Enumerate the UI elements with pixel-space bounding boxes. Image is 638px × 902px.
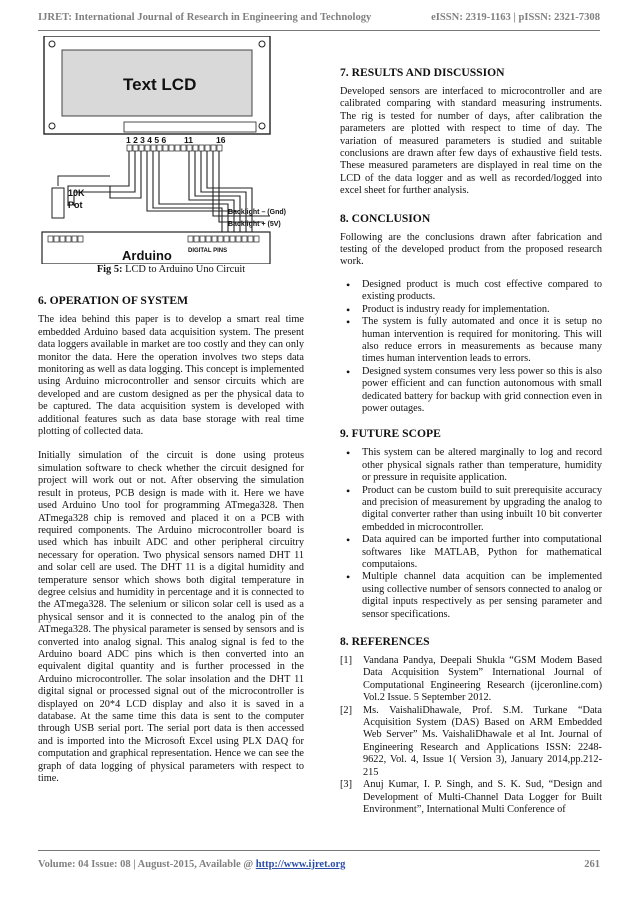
reference-item [340, 705, 602, 779]
right-column [340, 36, 602, 816]
footer-volume [38, 859, 345, 870]
circuit-diagram [38, 36, 304, 264]
section8-para: Following are the conclusions drawn after fabrication and testing of the developed product from the proposed research work. [340, 231, 602, 268]
digital-pins-label: DIGITAL PINS [188, 248, 228, 254]
backlight-gnd-label: Backlight – (Gnd) [228, 209, 286, 216]
list-item: • Data aquired can be imported further into computational softwares like MATLAB, Python for mathematical computaions. [340, 534, 602, 571]
page-header [38, 6, 600, 28]
footer-rule [38, 850, 600, 851]
reference-item [340, 655, 602, 705]
page-number: 261 [584, 858, 600, 870]
section6-para2: Initially simulation of the circuit is done using proteus simulation software to check whether the circuit designed for project will work out or not. After observing the simulation result in proteus, PCB design is made with it. Here we have used Arduino Uno tool for programming ATmega328. Then ATmega328 chip is removed and placed it on a PCB with required components. The Arduino microcontroller board is used which has inbuilt ADC and other peripheral circuitry necessary for operation. Two physical sensors named DHT 11 and solar cell are used. The DHT 11 is a digital humidity and temperature sensor which shows both digital temperature in degree celsius and humidity in percentage and it is connected to the ATmega328. The selenium or silicon solar cell is used as a physical sensor and it is connected to the analog pin of the ATmega328. The physical parameter is sensed by sensors and is converted into analog signal. This analog signal is fed to the Arduino board ADC pins which is then converted into an equivalent digital quantity and is further processed in the Arduino microcontroller. The solar insolation and the DHT 11 digital signal or processed signal out of the microcontroller is displayed on 20*4 LCD display and also it is saved in a database. At the same time this data is sent to the computer through USB serial port. The serial port data is then accessed and is imported into the Microsoft Excel using PLX DAQ for computation and graphical representation. Hence we can see the graph of data logging of physical parameters with respect to time. [38, 450, 304, 785]
journal-link[interactable]: http://www.ijret.org [255, 858, 346, 870]
references-list [340, 655, 602, 816]
left-column [38, 36, 304, 785]
lcd-pin-16: 16 [216, 135, 226, 145]
pot-value: 10K [68, 188, 85, 198]
reference-text: Anuj Kumar, I. P. Singh, and S. K. Sud, “Design and Development of Multi-Channel Data Logger for Built Environment”, International Multi Conference of [363, 779, 602, 815]
section7-heading: 7. RESULTS AND DISCUSSION [340, 66, 505, 79]
references-heading: 8. REFERENCES [340, 635, 430, 649]
page-footer [38, 854, 600, 874]
section6-heading: 6. OPERATION OF SYSTEM [38, 294, 189, 308]
lcd-label: Text LCD [123, 75, 197, 94]
reference-number: [3] [340, 779, 353, 791]
section9-heading: 9. FUTURE SCOPE [340, 427, 441, 441]
backlight-5v-label: Backlight + (5V) [228, 221, 281, 228]
list-item: • Product can be custom build to suit prerequisite accuracy and precision of measurement by upgrading the analog to digital converter rather than using inbuilt 10 bit converter embedded in microcontroller. [340, 485, 602, 535]
figure-caption-text: LCD to Arduino Uno Circuit [122, 264, 246, 275]
figure-lcd-arduino [38, 36, 304, 264]
reference-item [340, 779, 602, 816]
conclusion-list [340, 279, 602, 415]
reference-number: [2] [340, 704, 353, 716]
list-item: • Designed product is much cost effective compared to existing products. [340, 279, 602, 304]
journal-title: IJRET: International Journal of Research in Engineering and Technology [38, 11, 372, 23]
list-item: • Designed system consumes very less power so this is also power efficient and can function autonomous with small dedicated battery for backup with grid connection even in power outages. [340, 366, 602, 416]
list-item: • This system can be altered marginally to log and record other physical signals rather than temperature, humidity or pressure in requisite application. [340, 447, 602, 484]
section6-para1: The idea behind this paper is to develop a smart real time embedded Arduino based data acquisition system. The present data loggers available in market are too costly and they can only monitor the data. Here the operation involves two steps data monitoring as well as data logging. This concept is implemented using Arduino microcontroller and sensor circuits which are developed and are custom designed as per the physical data to be captured. The data acquisition system is developed with additional features such as data base storage with real time plotting of collected data. [38, 314, 304, 438]
reference-number: [1] [340, 655, 353, 667]
list-item: • Multiple channel data acquition can be implemented using collective number of sensors connected to analog or digital inputs respectively as per sensing parameter and sensor specifications. [340, 571, 602, 621]
future-scope-list [340, 447, 602, 621]
header-rule [38, 30, 600, 31]
reference-text: Ms. VaishaliDhawale, Prof. S.M. Turkane “Data Acquisition System (DAS) Based on ARM Embedded Web Server” Ms. VaishaliDhawale et al Int. Journal of Engineering Research and Applications ISSN: 2248-9622, Vol. 4, Issue 1( Version 3), January 2014,pp.212-215 [363, 704, 602, 778]
section7-para: Developed sensors are interfaced to microcontroller and are calibrated comparing with standard measuring instruments. The rig is tested for number of days, after calibration the parameters are plotted with respect to time of day. The variation of measured parameters is studied and suitable conclusions are drawn after few days of exhaustive field tests. These measured parameters are displayed in real time on the LCD of the data logger and as well as recorded/logged into excel sheet for further analysis. [340, 86, 602, 197]
footer-volume-text: Volume: 04 Issue: 08 | August-2015, Available @ [38, 858, 256, 870]
figure-caption-label: Fig 5: [96, 264, 123, 275]
lcd-pin-11: 11 [184, 135, 193, 145]
issn: eISSN: 2319-1163 | pISSN: 2321-7308 [431, 11, 600, 23]
list-item: • The system is fully automated and once it is setup no human intervention is required for monitoring. This will also reduce errors in measurements as because many times human intervention leads to errors. [340, 316, 602, 366]
list-item: • Product is industry ready for implementation. [340, 304, 602, 316]
section8-heading: 8. CONCLUSION [340, 211, 431, 225]
pot-label: Pot [68, 200, 83, 210]
reference-text: Vandana Pandya, Deepali Shukla “GSM Modem Based Data Acquisition System” International Journal of Computational Engineering Research (ijceronline.com) Vol.2 Issue. 5 September 2012. [363, 655, 602, 704]
lcd-pin-numbers-1-6: 1 2 3 4 5 6 [126, 135, 167, 145]
arduino-label: Arduino [122, 248, 172, 263]
figure-caption [38, 264, 304, 276]
